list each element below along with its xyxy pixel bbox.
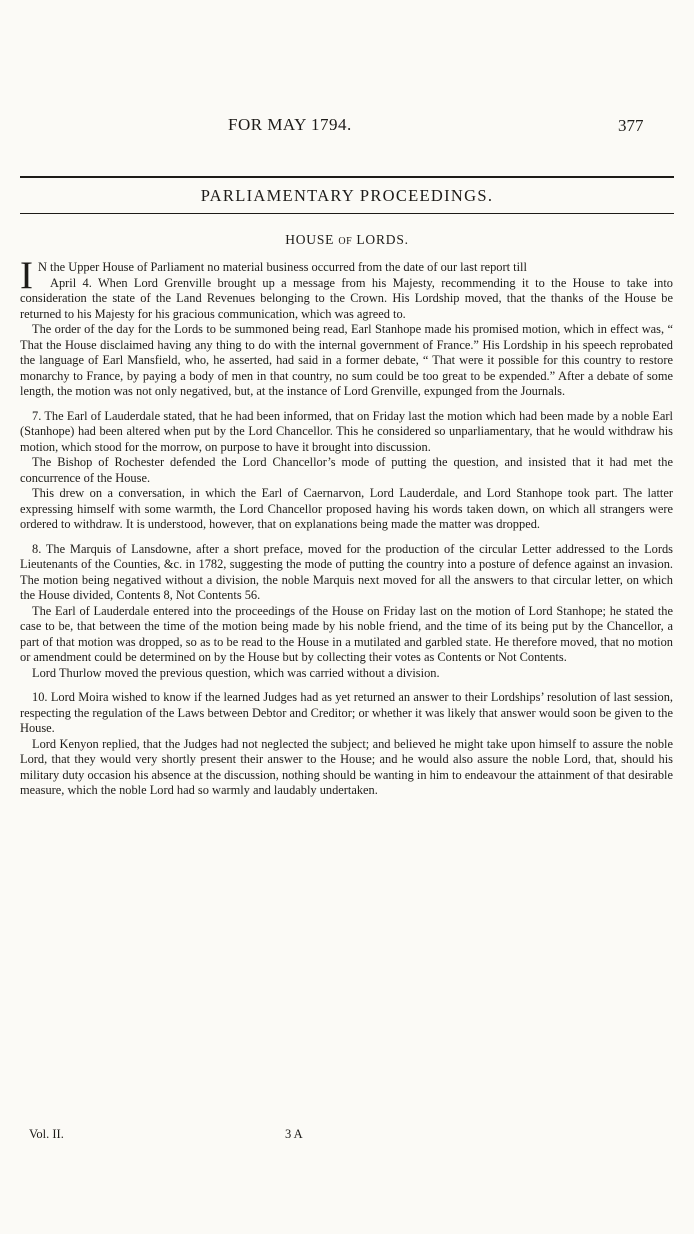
paragraph: This drew on a conversation, in which the Earl of Caernarvon, Lord Lauderdale, and Lord Stanhope took part. The latter expressing himself with some warmth, the Lord Chancellor proposed having his words taken down, on which all strangers were ordered to withdraw. It is understood, however, that on explanations being made the matter was dropped. xyxy=(20,486,673,531)
running-head xyxy=(0,115,694,139)
paragraph: April 4. When Lord Grenville brought up a message from his Majesty, recommending it to the House to take into consideration the state of the Land Revenues belonging to the Crown. His Lordship moved, that the thanks of the House be returned to his Majesty for his gracious communication, which was agreed to. xyxy=(20,275,673,321)
paragraph: Lord Thurlow moved the previous question, which was carried without a division. xyxy=(32,665,440,680)
signature-mark: 3 A xyxy=(285,1127,303,1141)
paragraph: The order of the day for the Lords to be summoned being read, Earl Stanhope made his promised motion, which in effect was, “ That the House disclaimed having any thing to do with the internal government of France.” His Lordship in his speech reprobated the language of Earl Mansfield, who, he asserted, had said in a former debate, “ That were it possible for this country to restore monarchy to France, by paying a body of men in that country, no sum could be too great to be expended.” After a debate of some length, the motion was not only negatived, but, at the instance of Lord Grenville, expunged from the Journals. xyxy=(20,322,673,398)
paragraph: The Earl of Lauderdale entered into the proceedings of the House on Friday last on the motion of Lord Stanhope; he stated the case to be, that between the time of the motion being made by his noble friend, and the time of its being put by the Chancellor, a part of that motion was dropped, so as to be read to the House in a mutilated and garbled state. He therefore moved, that no motion or amendment could be determined on by the House but by collecting their votes as Contents or Not Contents. xyxy=(20,603,673,664)
house-heading-of: OF xyxy=(338,236,353,247)
paragraph: 7. The Earl of Lauderdale stated, that he had been informed, that on Friday last the motion which had been made by a noble Earl (Stanhope) had been altered when put by the Lord Chancellor. This he considered so unparliamentary, that he would withdraw his motion, which stood for the morrow, on purpose to have it brought into discussion. xyxy=(20,408,673,454)
page-footer xyxy=(0,1127,694,1147)
top-rule xyxy=(20,176,674,178)
bottom-rule xyxy=(20,213,674,214)
section-title: PARLIAMENTARY PROCEEDINGS. xyxy=(200,186,494,205)
house-heading-word: HOUSE xyxy=(285,232,335,247)
article-body xyxy=(20,254,673,799)
paragraph: 10. Lord Moira wished to know if the learned Judges had as yet returned an answer to their Lordships’ resolution of last session, respecting the regulation of the Laws between Debtor and Creditor; or whether it was likely that answer would soon be given to the House. xyxy=(20,690,673,735)
drop-cap: I xyxy=(20,254,33,297)
paragraph: The Bishop of Rochester defended the Lord Chancellor’s mode of putting the question, and insisted that it had met the concurrence of the House. xyxy=(20,455,673,485)
volume-label: Vol. II. xyxy=(29,1127,64,1141)
running-head-title: FOR MAY 1794. xyxy=(228,115,352,134)
page-number: 377 xyxy=(618,116,644,135)
house-heading xyxy=(0,232,694,248)
paragraph-text: N the Upper House of Parliament no material business occurred from the date of our last report till xyxy=(38,260,527,274)
paragraph: Lord Kenyon replied, that the Judges had not neglected the subject; and believed he might take upon himself to assure the noble Lord, that they would very shortly present their answer to the House; and he would also assure the noble Lord, that, should his military duty occasion his absence at the discussion, nothing should be wanting in him to endeavour the attainment of that desirable measure, which the noble Lord had so warmly and laudably undertaken. xyxy=(20,736,673,797)
paragraph-opening xyxy=(20,254,673,297)
house-heading-lords: LORDS. xyxy=(356,232,409,247)
paragraph: 8. The Marquis of Lansdowne, after a short preface, moved for the production of the circular Letter addressed to the Lords Lieutenants of the Counties, &c. in 1782, suggesting the mode of putting the country into a posture of defence against an invasion. The motion being negatived without a division, the noble Marquis next moved for all the answers to that circular letter, on which the House divided, Contents 8, Not Contents 56. xyxy=(20,541,673,602)
